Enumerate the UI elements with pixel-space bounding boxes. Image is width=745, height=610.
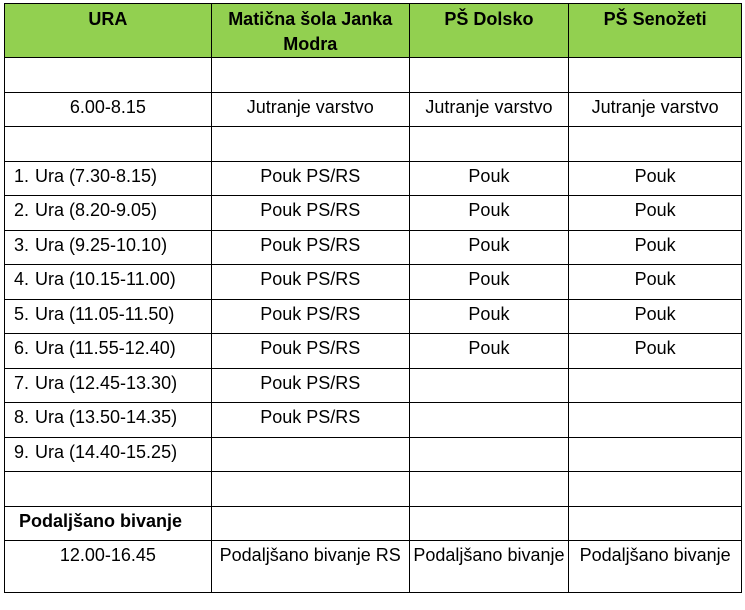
lesson-label-cell [5,230,212,265]
table-cell: Pouk [409,230,569,265]
table-cell: Pouk PS/RS [211,265,409,300]
header-ura: URA [5,4,212,58]
table-cell: Pouk [409,299,569,334]
table-cell: Pouk PS/RS [211,299,409,334]
table-cell: Podaljšano bivanje [409,541,569,593]
empty-row [5,472,742,507]
table-cell: Pouk [569,230,742,265]
lesson-number: 7. [14,372,30,393]
table-row [5,403,742,438]
table-cell: Jutranje varstvo [211,92,409,127]
table-cell [409,403,569,438]
lesson-label: Ura (11.55-12.40) [35,338,176,358]
lesson-label-cell [5,334,212,369]
table-cell [211,437,409,472]
table-cell: Pouk [409,265,569,300]
table-row [5,334,742,369]
table-cell [569,437,742,472]
table-cell: Pouk PS/RS [211,368,409,403]
table-cell: Pouk PS/RS [211,403,409,438]
lesson-label-cell [5,161,212,196]
lesson-number: 4. [14,269,30,289]
table-cell: Pouk [409,334,569,369]
lesson-number: 6. [14,338,30,358]
table-cell: Jutranje varstvo [409,92,569,127]
lesson-label: Ura (12.45-13.30) [35,372,178,393]
lesson-label-cell [5,299,212,334]
table-cell [569,403,742,438]
table-cell: Pouk PS/RS [211,161,409,196]
header-ps-dolsko: PŠ Dolsko [409,4,569,58]
table-row [5,230,742,265]
lesson-label: Ura (13.50-14.35) [35,407,178,427]
lesson-label-cell [5,437,212,472]
lesson-number: 2. [14,200,30,220]
table-cell [409,368,569,403]
morning-time: 6.00-8.15 [5,92,212,127]
extended-title: Podaljšano bivanje [5,506,212,541]
lesson-label: Ura (10.15-11.00) [35,269,176,289]
table-cell [569,368,742,403]
schedule-table [4,3,742,593]
lesson-label: Ura (9.25-10.10) [35,234,168,255]
extended-row [5,541,742,593]
header-row [5,4,742,58]
table-cell: Jutranje varstvo [569,92,742,127]
table-cell: Pouk PS/RS [211,196,409,231]
extended-time: 12.00-16.45 [5,541,212,593]
lesson-number: 8. [14,407,30,427]
morning-care-row [5,92,742,127]
table-cell: Pouk [409,161,569,196]
table-row [5,437,742,472]
lesson-label: Ura (7.30-8.15) [35,165,158,186]
lesson-label-cell [5,368,212,403]
table-cell [409,437,569,472]
empty-row [5,58,742,93]
table-row [5,196,742,231]
lesson-label: Ura (14.40-15.25) [35,441,178,462]
lesson-number: 9. [14,441,30,462]
table-row [5,299,742,334]
table-cell: Pouk [569,299,742,334]
lesson-label-cell [5,196,212,231]
lesson-number: 5. [14,303,30,324]
lesson-number: 3. [14,234,30,255]
table-cell: Pouk [569,265,742,300]
table-row [5,265,742,300]
lesson-label: Ura (11.05-11.50) [35,303,175,324]
table-cell: Pouk [569,334,742,369]
table-cell: Pouk PS/RS [211,230,409,265]
empty-row [5,127,742,162]
extended-title-row [5,506,742,541]
table-cell: Podaljšano bivanje RS [211,541,409,593]
table-cell: Pouk [569,196,742,231]
table-cell: Pouk PS/RS [211,334,409,369]
header-ps-senozeti: PŠ Senožeti [569,4,742,58]
table-row [5,368,742,403]
table-row [5,161,742,196]
table-cell: Pouk [409,196,569,231]
lesson-number: 1. [14,165,30,186]
lesson-label-cell [5,403,212,438]
lesson-label: Ura (8.20-9.05) [35,200,158,220]
table-cell: Podaljšano bivanje [569,541,742,593]
header-maticna-sola: Matična šola Janka Modra [211,4,409,58]
table-cell: Pouk [569,161,742,196]
lesson-label-cell [5,265,212,300]
